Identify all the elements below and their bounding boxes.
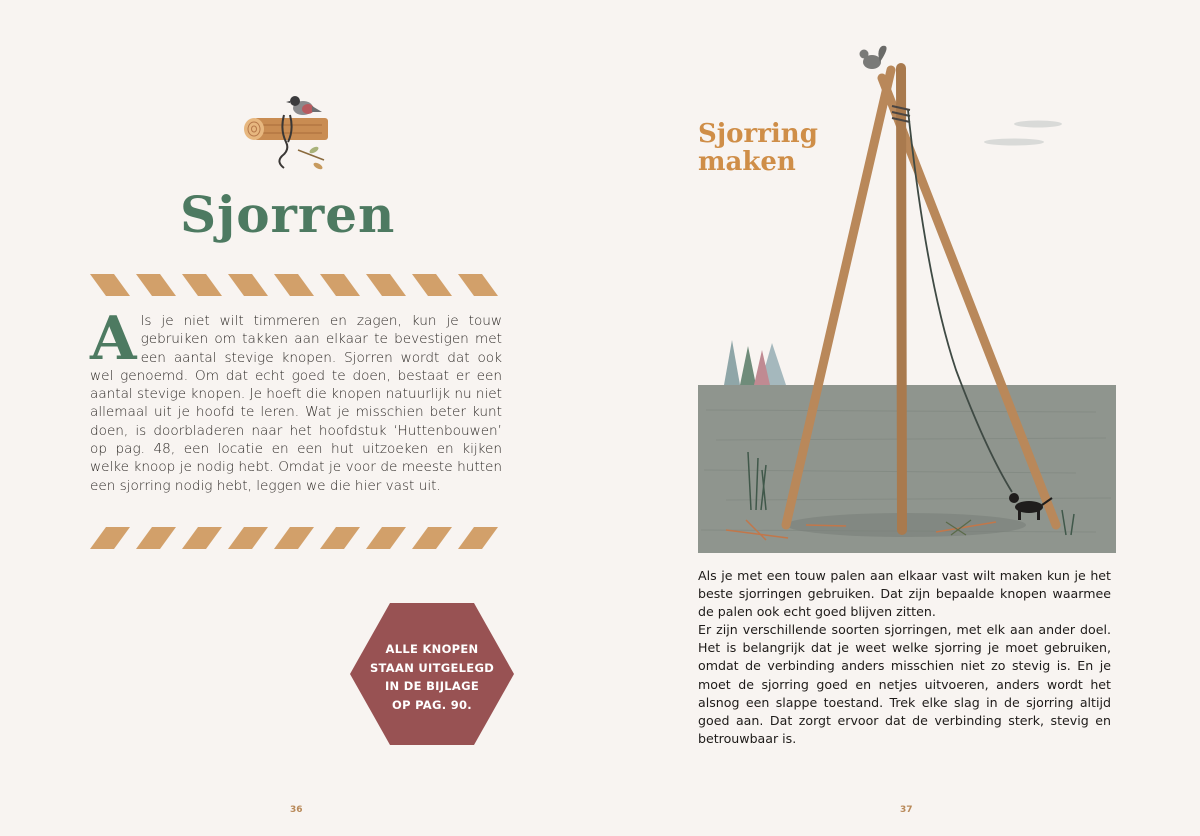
tripod-scene-illustration [696,40,1118,555]
body-text [698,567,1111,748]
drop-cap: A [90,304,137,374]
intro-paragraph [90,304,502,495]
body-paragraph: Er zijn verschillende soorten sjorringen, met elk aan ander doel. Het is belangrijk dat je weet welke sjorring je moet gebruiken, omdat de verbinding anders misschien niet zo stevig is. En je moet de sjorring goed en netjes uitvoeren, anders wordt het alsnog een slappe toestand. Trek elke slag in de sjorring altijd goed aan. Dat zorgt ervoor dat de verbinding sterk, stevig en betrouwbaar is. [698,622,1111,746]
section-title [698,120,818,176]
section-title-line: Sjorring [698,119,818,149]
callout-line: OP PAG. 90. [392,697,472,712]
callout-line: STAAN UITGELEGD [369,660,495,675]
stripe-divider-top [90,274,502,296]
page-title: Sjorren [180,185,396,244]
right-page [600,0,1200,836]
page-number-left: 36 [290,805,303,815]
body-paragraph: Als je met een touw palen aan elkaar vast wilt maken kun je het beste sjorringen gebruiken. Dat zijn bepaalde knopen waarmee de palen ook echt goed blijven zitten. [698,568,1111,620]
callout-line: IN DE BIJLAGE [384,679,480,693]
page-number-right: 37 [900,805,913,815]
intro-text: ls je niet wilt timmeren en zagen, kun je touw gebruiken om takken aan elkaar te bevestigen met een aantal stevige knopen. Sjorren wordt dat ook wel genoemd. Om dat echt goed te doen, bestaat er een aantal stevige knopen. Je hoeft die knopen natuurlijk nu niet allemaal uit je hoofd te leren. Wat je misschien beter kunt doen, is doorbladeren naar het hoofdstuk ‘Huttenbouwen’ op pag. 48, een locatie en een hut uitzoeken en kijken welke knoop je nodig hebt. Omdat je voor de meeste hutten een sjorring nodig hebt, leggen we die hier vast uit. [90,313,502,494]
stripe-divider-bottom [90,527,502,549]
callout-text [350,640,514,714]
section-title-line: maken [698,147,796,177]
log-bird-illustration [238,90,338,180]
callout-line: ALLE KNOPEN [385,642,479,656]
